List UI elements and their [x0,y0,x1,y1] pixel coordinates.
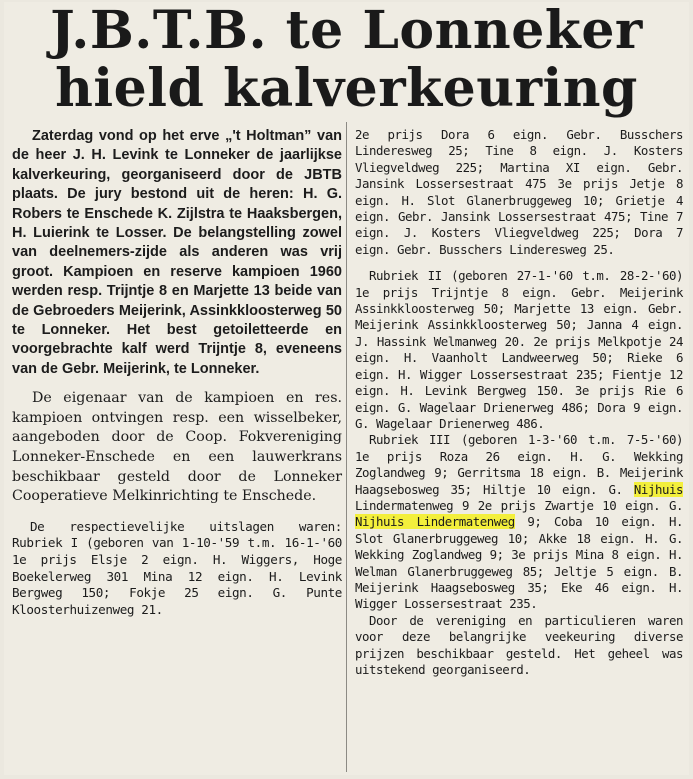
highlight-nijhuis: Nijhuis [633,481,683,497]
right-column [355,127,683,678]
headline-line-2: hield kalverkeuring [55,58,638,119]
left-column [12,127,342,618]
headline-line-1: J.B.T.B. te Lonneker [50,0,643,61]
highlight-nijhuis-lindermatenweg: Nijhuis Lindermatenweg [355,514,515,530]
rubriek-1-continued: 2e prijs Dora 6 eign. Gebr. Busschers Linderesweg 25; Tine 8 eign. J. Kosters Vliegveldweg 225; Martina XI eign. Gebr. Jansink Lossersestraat 475 3e prijs Jetje 8 eign. H. Slot Glanerbruggeweg 10; Grietje 4 eign. Gebr. Jansink Lossersestraat 475; Tine 7 eign. J. Kosters Vliegveldweg 225; Dora 7 eign. Gebr. Busschers Linderesweg 25. [355,127,683,257]
prizes-paragraph: De eigenaar van de kampioen en res. kampioen ontvingen resp. een wisselbeker, aangeboden door de Coop. Fokvereniging Lonneker-Enschede en een lauwerkrans beschikbaar gesteld door de Lonneker Cooperatieve Melkinrichting te Enschede. [12,390,342,505]
intro-paragraph: Zaterdag vond op het erve „'t Holtman” van de heer J. H. Levink te Lonneker de jaarlijkse kalverkeuring, georganiseerd door de JBTB plaats. De jury bestond uit de heren: H. G. Robers te Enschede K. Zijlstra te Haaksbergen, H. Luierink te Losser. De belangstelling zowel van deelnemers-zijde als anderen was vrij groot. Kampioen en reserve kampioen 1960 werden resp. Trijntje 8 en Marjette 13 beide van de Gebroeders Meijerink, Assinkkloosterweg 50 te Lonneker. Het best getoiletteerde en voorgebrachte kalf werd Trijntje 8, eveneens van de Gebr. Meijerink, te Lonneker. [12,128,342,377]
rubriek-3-paragraph: Rubriek III (geboren 1-3-'60 t.m. 7-5-'60) 1e prijs Roza 26 eign. H. G. Wekking Zoglandweg 9; Gerritsma 18 eign. B. Meijerink Haagsebosweg 35; Hiltje 10 eign. G. Nijhuis Lindermatenweg 9 2e prijs Zwartje 10 eign. G. Nijhuis Lindermatenweg 9; Coba 10 eign. H. Slot Glanerbruggeweg 10; Akke 18 eign. H. G. Wekking Zoglandweg 9; 3e prijs Mina 8 eign. H. Welman Glanerbruggeweg 85; Jeltje 5 eign. B. Meijerink Haagsebosweg 35; Eke 46 eign. H. Wigger Lossersestraat 235. [355,432,683,612]
rubriek-2-paragraph: Rubriek II (geboren 27-1-'60 t.m. 28-2-'60) 1e prijs Trijntje 8 eign. Gebr. Meijerink Assinkkloosterweg 50; Marjette 13 eign. Gebr. Meijerink Assinkkloosterweg 50; Janna 4 eign. J. Hassink Welmanweg 20. 2e prijs Melkpotje 24 eign. H. Vaanholt Landweerweg 50; Rieke 6 eign. H. Wigger Lossersestraat 235; Fientje 12 eign. H. Levink Bergweg 150. 3e prijs Rie 6 eign. G. Wagelaar Drienerweg 486; Dora 9 eign. G. Wagelaar Drienerweg 486. [355,268,683,431]
closing-paragraph: Door de vereniging en particulieren waren voor deze belangrijke veekeuring diverse prijzen beschikbaar gesteld. Het geheel was uitstekend georganiseerd. [355,612,683,677]
column-divider [346,122,347,772]
results-paragraph: De respectievelijke uitslagen waren: Rubriek I (geboren van 1-10-'59 t.m. 16-1-'60 1e prijs Elsje 2 eign. H. Wiggers, Hoge Boekelerweg 301 Mina 12 eign. H. Levink Bergweg 150; Fokje 25 eign. G. Punte Kloosterhuizenweg 21. [12,518,342,617]
